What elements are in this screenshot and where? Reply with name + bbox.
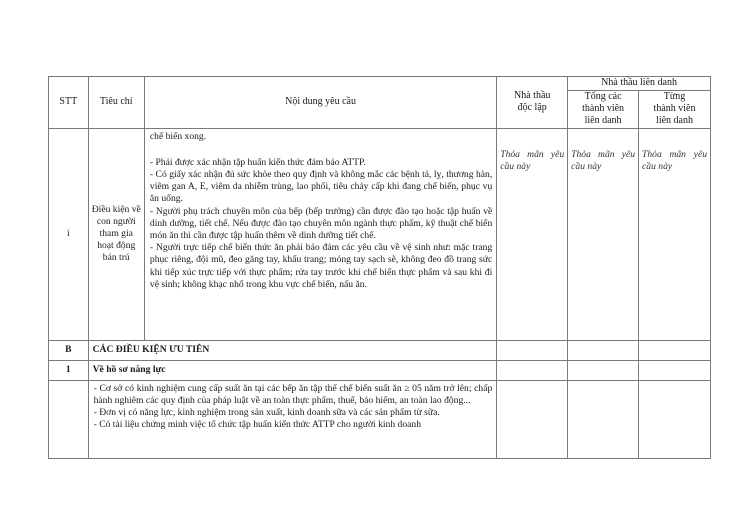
section-stt: B: [49, 340, 89, 360]
empty-cell: [568, 380, 639, 458]
empty-cell: [497, 360, 568, 380]
table-row: [49, 128, 711, 340]
eval-joint-all: Thỏa mãn yêu cầu này: [568, 128, 639, 340]
empty-cell: [497, 380, 568, 458]
empty-cell: [568, 360, 639, 380]
subsection-title: Về hồ sơ năng lực: [88, 360, 497, 380]
row-stt: i: [49, 128, 89, 340]
empty-cell: [568, 340, 639, 360]
eval-independent: Thỏa mãn yêu cầu này: [497, 128, 568, 340]
header-joint-each-member: Từng thành viên liên danh: [639, 91, 711, 129]
header-independent-contractor: Nhà thầu độc lập: [497, 77, 568, 129]
table-row: [49, 380, 711, 458]
requirements-table: [48, 76, 711, 459]
row-criteria: Điều kiện về con người tham gia hoạt động bán trú: [88, 128, 144, 340]
content-line: - Đơn vị có năng lực, kinh nghiệm trong sản xuất, kinh doanh sữa và các sản phẩm từ sữa.: [93, 407, 440, 419]
header-criteria: Tiêu chí: [88, 77, 144, 129]
header-joint-venture: Nhà thầu liên danh: [568, 77, 711, 91]
section-row: [49, 340, 711, 360]
subsection-stt: 1: [49, 360, 89, 380]
empty-cell: [49, 380, 89, 458]
subsection-row: [49, 360, 711, 380]
content-line: - Người phụ trách chuyên môn của bếp (bếp trưởng) cần được đào tạo hoặc tập huấn về dinh dưỡng, tiết chế. Nếu được đào tạo chuyên môn ngành thực phẩm, kỹ thuật chế biến món ăn thì cần được tập huấn thêm về dinh dưỡng tiết chế.: [149, 205, 493, 242]
header-stt: STT: [49, 77, 89, 129]
content-line: - Có giấy xác nhận đủ sức khỏe theo quy định và không mắc các bệnh tả, lỵ, thương hàn, viêm gan A, E, viêm da nhiễm trùng, lao phổi, tiêu chảy cấp khi đang chế biến, phục vụ ăn uống.: [149, 169, 493, 205]
empty-cell: [639, 380, 711, 458]
section-title: CÁC ĐIỀU KIỆN ƯU TIÊN: [88, 340, 497, 360]
empty-cell: [497, 340, 568, 360]
content-line: - Có tài liệu chứng minh việc tổ chức tập huấn kiến thức ATTP cho người kinh doanh: [93, 419, 421, 431]
content-line: chế biến xong.: [149, 130, 207, 142]
header-joint-all-members: Tổng các thành viên liên danh: [568, 91, 639, 129]
content-gap: [150, 143, 492, 157]
content-line: - Phải được xác nhận tập huấn kiến thức đảm bảo ATTP.: [149, 156, 366, 168]
eval-joint-each: Thỏa mãn yêu cầu này: [639, 128, 711, 340]
header-content: Nội dung yêu cầu: [144, 77, 496, 129]
row-content: [88, 380, 497, 458]
content-line: - Cơ sở có kinh nghiệm cung cấp suất ăn tại các bếp ăn tập thể chế biến suất ăn ≥ 05 năm trở lên; chấp hành nghiêm các quy định của pháp luật về an toàn thực phẩm, thuế, bảo hiểm, an toàn lao động...: [93, 382, 493, 406]
empty-cell: [639, 360, 711, 380]
content-line: - Người trực tiếp chế biến thức ăn phải bảo đảm các yêu cầu về vệ sinh như: mặc trang phục riêng, đội mũ, đeo găng tay, khẩu trang; móng tay sạch sẽ, không đeo đồ trang sức khi tiếp xúc trực tiếp với thực phẩm; rửa tay trước khi chế biến thực phẩm và sau khi đi vệ sinh; không khạc nhổ trong khu vực chế biến, nấu ăn.: [149, 242, 493, 290]
row-content: [144, 128, 496, 340]
empty-cell: [639, 340, 711, 360]
